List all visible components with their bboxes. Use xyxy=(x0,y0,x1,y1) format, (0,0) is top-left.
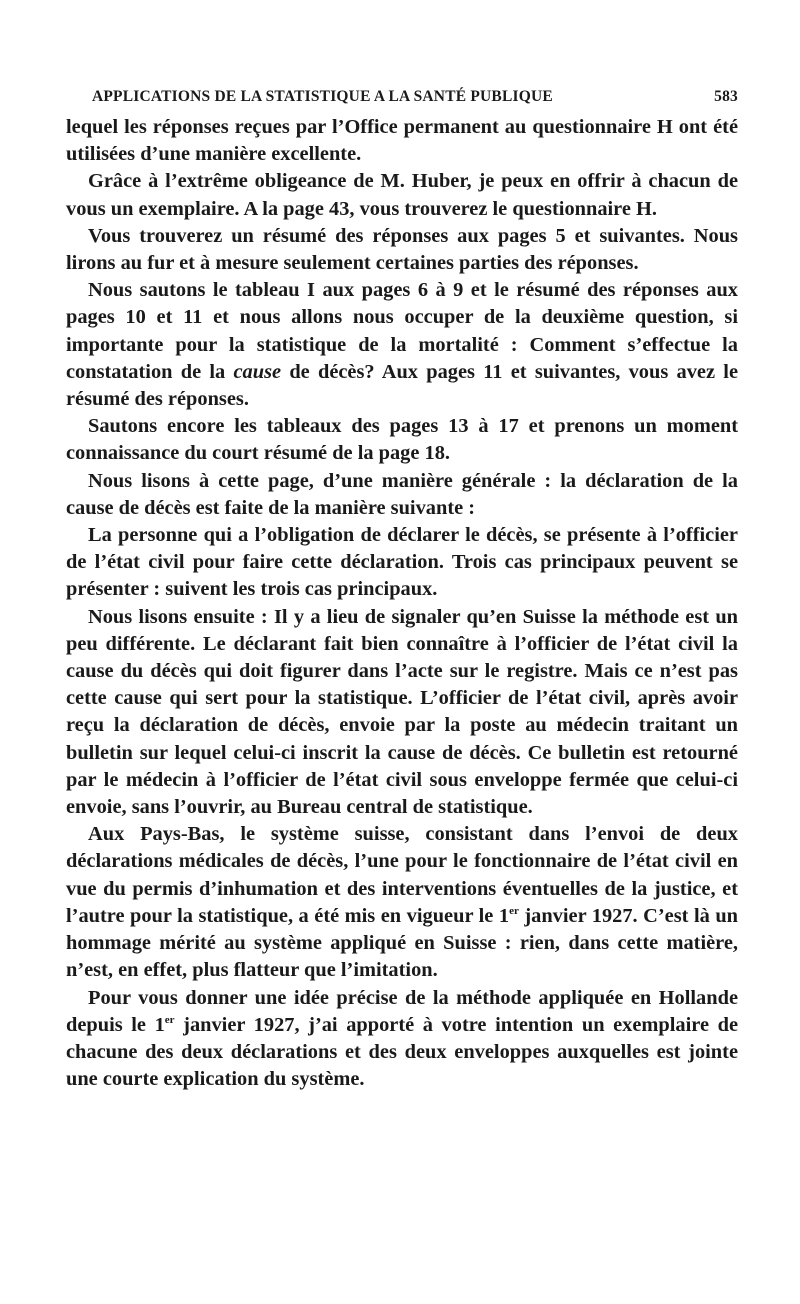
paragraph-4 xyxy=(66,277,738,413)
ordinal-superscript: er xyxy=(509,905,519,918)
paragraph-10-part-a: Pour vous donner une idée précise de la méthode appliquée en Hollande depuis le 1 xyxy=(66,986,738,1036)
paragraph-5: Sautons encore les tableaux des pages 13 à 17 et prenons un moment connaissance du court résumé de la page 18. xyxy=(66,415,738,465)
running-title: APPLICATIONS DE LA STATISTIQUE A LA SANTÉ PUBLIQUE xyxy=(92,88,553,105)
paragraph-4-part-a: Nous sautons le tableau I aux pages 6 à 9 et le résumé des réponses aux pages 10 et 11 et nous allons nous occuper de la deuxième question, si importante pour la statistique de la mortalité : Comment s’effectue la constatation de la xyxy=(66,279,738,383)
paragraph-10-part-b: janvier 1927, j’ai apporté à votre intention un exemplaire de chacune des deux déclarations et des deux enveloppes auxquelles est jointe une courte explication du système. xyxy=(66,1013,739,1091)
paragraph-7: La personne qui a l’obligation de déclarer le décès, se présente à l’officier de l’état civil pour faire cette déclaration. Trois cas principaux peuvent se présenter : suivent les trois cas principaux. xyxy=(66,524,738,601)
page-number: 583 xyxy=(714,88,738,105)
running-head xyxy=(92,88,738,106)
paragraph-10 xyxy=(66,985,738,1094)
book-page xyxy=(66,88,738,1093)
emphasis-cause: cause xyxy=(233,360,282,383)
paragraph-9-part-b: janvier 1927. C’est là un hommage mérité au système appliqué en Suisse : rien, dans cette matière, n’est, en effet, plus flatteur que l’imitation. xyxy=(66,904,738,982)
paragraph-6: Nous lisons à cette page, d’une manière générale : la déclaration de la cause de décès est faite de la manière suivante : xyxy=(66,469,738,519)
paragraph-9 xyxy=(66,821,738,984)
body-text xyxy=(66,114,738,1093)
paragraph-4-part-b: de décès? Aux pages 11 et suivantes, vous avez le résumé des réponses. xyxy=(66,360,738,411)
paragraph-9-part-a: Aux Pays-Bas, le système suisse, consistant dans l’envoi de deux déclarations médicales de décès, l’une pour le fonctionnaire de l’état civil en vue du permis d’inhumation et des interventions éventuelles de la justice, et l’autre pour la statistique, a été mis en vigueur le 1 xyxy=(66,823,738,927)
paragraph-2: Grâce à l’extrême obligeance de M. Huber, je peux en offrir à chacun de vous un exemplaire. A la page 43, vous trouverez le questionnaire H. xyxy=(66,170,738,220)
paragraph-8: Nous lisons ensuite : Il y a lieu de signaler qu’en Suisse la méthode est un peu différente. Le déclarant fait bien connaître à l’officier de l’état civil la cause du décès qui doit figurer dans l’acte sur le registre. Mais ce n’est pas cette cause qui sert pour la statistique. L’officier de l’état civil, après avoir reçu la déclaration de décès, envoie par la poste au médecin traitant un bulletin sur lequel celui-ci inscrit la cause de décès. Ce bulletin est retourné par le médecin à l’officier de l’état civil sous enveloppe fermée que celui-ci envoie, sans l’ouvrir, au Bureau central de statistique. xyxy=(66,605,738,819)
paragraph-1: lequel les réponses reçues par l’Office permanent au questionnaire H ont été utilisées d’une manière excellente. xyxy=(66,116,738,166)
paragraph-3: Vous trouverez un résumé des réponses aux pages 5 et suivantes. Nous lirons au fur et à mesure seulement certaines parties des réponses. xyxy=(66,224,738,275)
ordinal-superscript: er xyxy=(164,1013,175,1026)
